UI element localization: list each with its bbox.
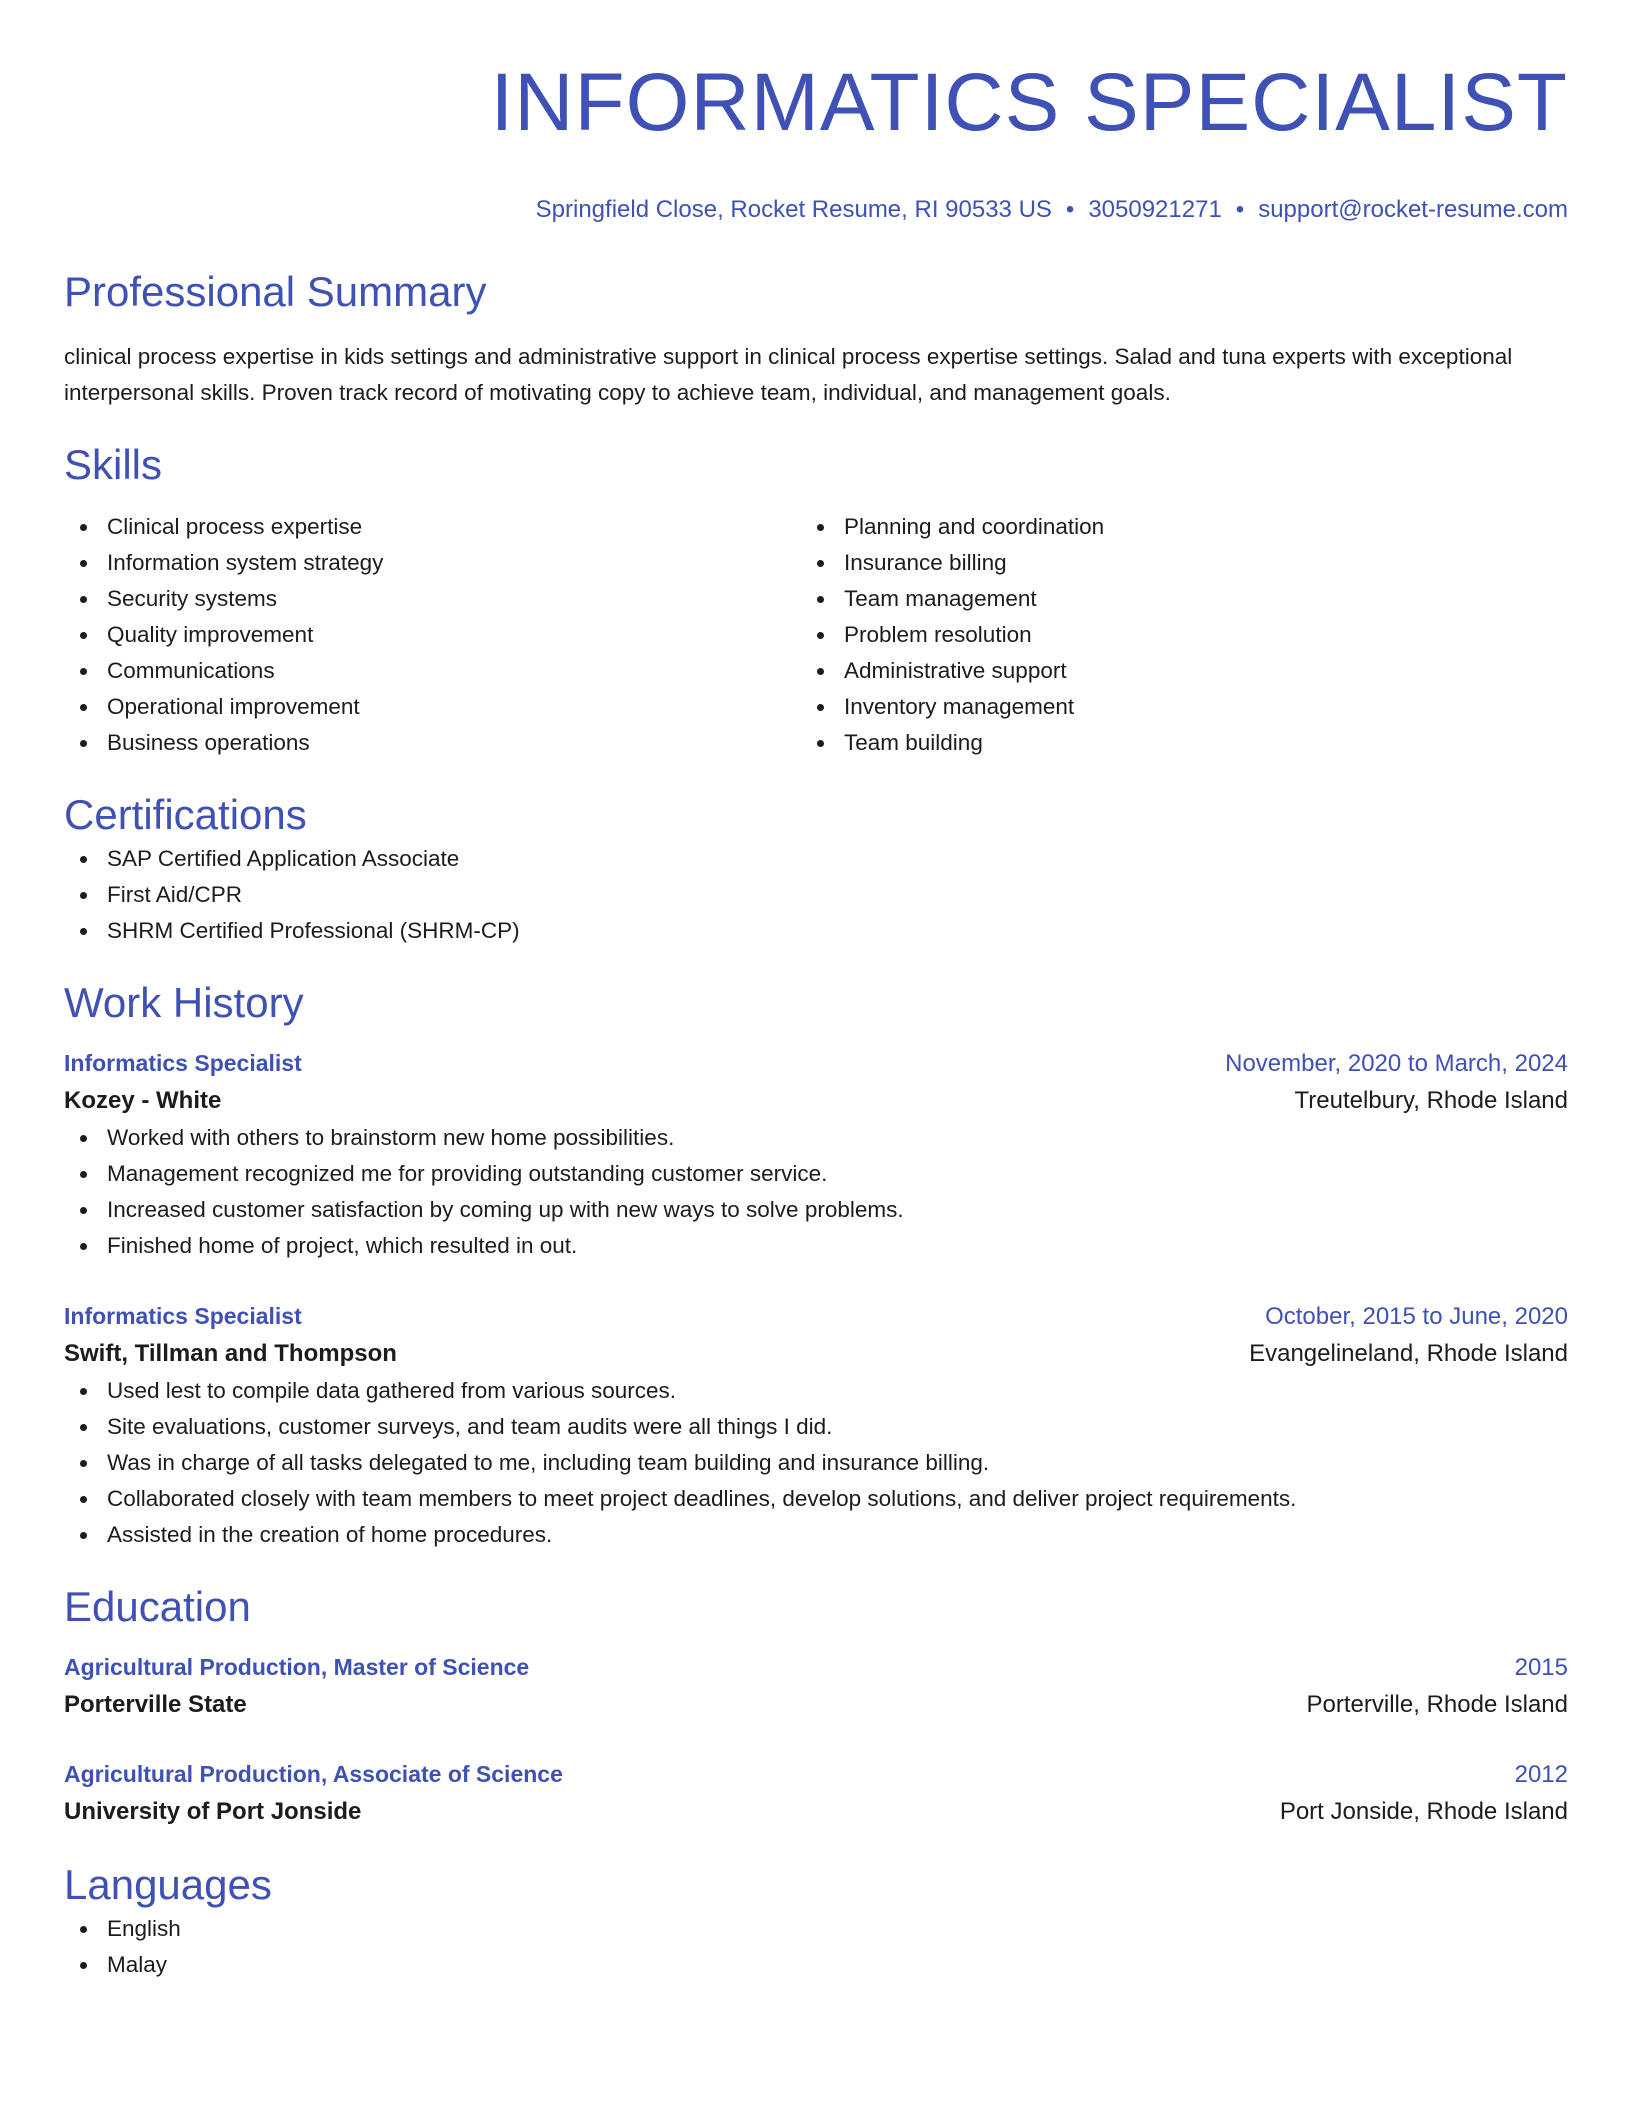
education-school: Porterville State xyxy=(64,1691,247,1718)
resume-name: INFORMATICS SPECIALIST xyxy=(490,57,1568,148)
certification-item: SHRM Certified Professional (SHRM-CP) xyxy=(64,913,1568,949)
job-bullet: Finished home of project, which resulted in out. xyxy=(64,1228,1568,1264)
education-school-row xyxy=(64,1686,1568,1724)
education-degree: Agricultural Production, Master of Science xyxy=(64,1654,530,1680)
job-bullets xyxy=(64,1120,1568,1264)
job-bullet: Management recognized me for providing outstanding customer service. xyxy=(64,1156,1568,1192)
skill-item: Planning and coordination xyxy=(801,509,1538,545)
contact-email: support@rocket-resume.com xyxy=(1258,196,1568,223)
education-year: 2015 xyxy=(1514,1654,1568,1681)
job-bullet: Was in charge of all tasks delegated to me, including team building and insurance billing. xyxy=(64,1445,1568,1481)
skill-item: Clinical process expertise xyxy=(64,509,801,545)
summary-text: clinical process expertise in kids settings and administrative support in clinical process expertise settings. Salad and tuna experts with exceptional interpersonal skills. Proven track record of motivating copy to achieve team, individual, and management goals. xyxy=(64,344,1513,405)
education-entry xyxy=(64,1756,1568,1831)
language-item: Malay xyxy=(64,1947,1568,1983)
skills-list-right xyxy=(801,509,1538,761)
education-heading: Education xyxy=(64,1583,251,1630)
certifications-list xyxy=(64,841,1568,949)
skill-item: Security systems xyxy=(64,581,801,617)
skill-item: Operational improvement xyxy=(64,689,801,725)
job-bullet: Worked with others to brainstorm new home possibilities. xyxy=(64,1120,1568,1156)
job-company: Swift, Tillman and Thompson xyxy=(64,1340,397,1367)
job-dates: November, 2020 to March, 2024 xyxy=(1225,1050,1568,1077)
skill-item: Inventory management xyxy=(801,689,1538,725)
job-entry xyxy=(64,1298,1568,1553)
job-bullet: Used lest to compile data gathered from various sources. xyxy=(64,1373,1568,1409)
job-bullet: Assisted in the creation of home procedures. xyxy=(64,1517,1568,1553)
skills-grid xyxy=(64,509,1568,761)
work-history-heading: Work History xyxy=(64,979,304,1026)
education-entry xyxy=(64,1649,1568,1724)
skills-column-left xyxy=(64,509,801,761)
job-entry xyxy=(64,1045,1568,1264)
skills-heading: Skills xyxy=(64,441,163,488)
skills-column-right xyxy=(801,509,1538,761)
education-year: 2012 xyxy=(1514,1761,1568,1788)
job-location: Treutelbury, Rhode Island xyxy=(1294,1087,1568,1114)
job-company-row xyxy=(64,1335,1568,1373)
education-degree: Agricultural Production, Associate of Science xyxy=(64,1761,563,1787)
contact-phone: 3050921271 xyxy=(1088,196,1222,223)
certification-item: First Aid/CPR xyxy=(64,877,1568,913)
languages-list xyxy=(64,1911,1568,1983)
job-company-row xyxy=(64,1082,1568,1120)
skill-item: Information system strategy xyxy=(64,545,801,581)
contact-address: Springfield Close, Rocket Resume, RI 90533 US xyxy=(535,196,1052,223)
certifications-heading: Certifications xyxy=(64,791,307,838)
education-header-row xyxy=(64,1756,1568,1793)
job-bullet: Increased customer satisfaction by coming up with new ways to solve problems. xyxy=(64,1192,1568,1228)
job-company: Kozey - White xyxy=(64,1087,222,1114)
job-title: Informatics Specialist xyxy=(64,1303,302,1329)
job-bullet: Site evaluations, customer surveys, and team audits were all things I did. xyxy=(64,1409,1568,1445)
summary-heading: Professional Summary xyxy=(64,268,487,315)
job-bullet: Collaborated closely with team members to meet project deadlines, develop solutions, and deliver project requirements. xyxy=(64,1481,1568,1517)
job-header-row xyxy=(64,1298,1568,1335)
skill-item: Team building xyxy=(801,725,1538,761)
language-item: English xyxy=(64,1911,1568,1947)
skill-item: Business operations xyxy=(64,725,801,761)
skill-item: Insurance billing xyxy=(801,545,1538,581)
job-bullets xyxy=(64,1373,1568,1553)
contact-line xyxy=(64,194,1568,226)
languages-heading: Languages xyxy=(64,1861,272,1908)
education-location: Porterville, Rhode Island xyxy=(1306,1691,1568,1718)
skill-item: Team management xyxy=(801,581,1538,617)
education-header-row xyxy=(64,1649,1568,1686)
job-dates: October, 2015 to June, 2020 xyxy=(1265,1303,1568,1330)
skill-item: Administrative support xyxy=(801,653,1538,689)
education-location: Port Jonside, Rhode Island xyxy=(1279,1798,1568,1825)
skills-list-left xyxy=(64,509,801,761)
job-header-row xyxy=(64,1045,1568,1082)
skill-item: Quality improvement xyxy=(64,617,801,653)
job-location: Evangelineland, Rhode Island xyxy=(1249,1340,1568,1367)
certification-item: SAP Certified Application Associate xyxy=(64,841,1568,877)
education-school-row xyxy=(64,1793,1568,1831)
skill-item: Problem resolution xyxy=(801,617,1538,653)
skill-item: Communications xyxy=(64,653,801,689)
contact-separator: • xyxy=(1235,196,1245,223)
contact-separator: • xyxy=(1065,196,1075,223)
job-title: Informatics Specialist xyxy=(64,1050,302,1076)
education-school: University of Port Jonside xyxy=(64,1798,362,1825)
